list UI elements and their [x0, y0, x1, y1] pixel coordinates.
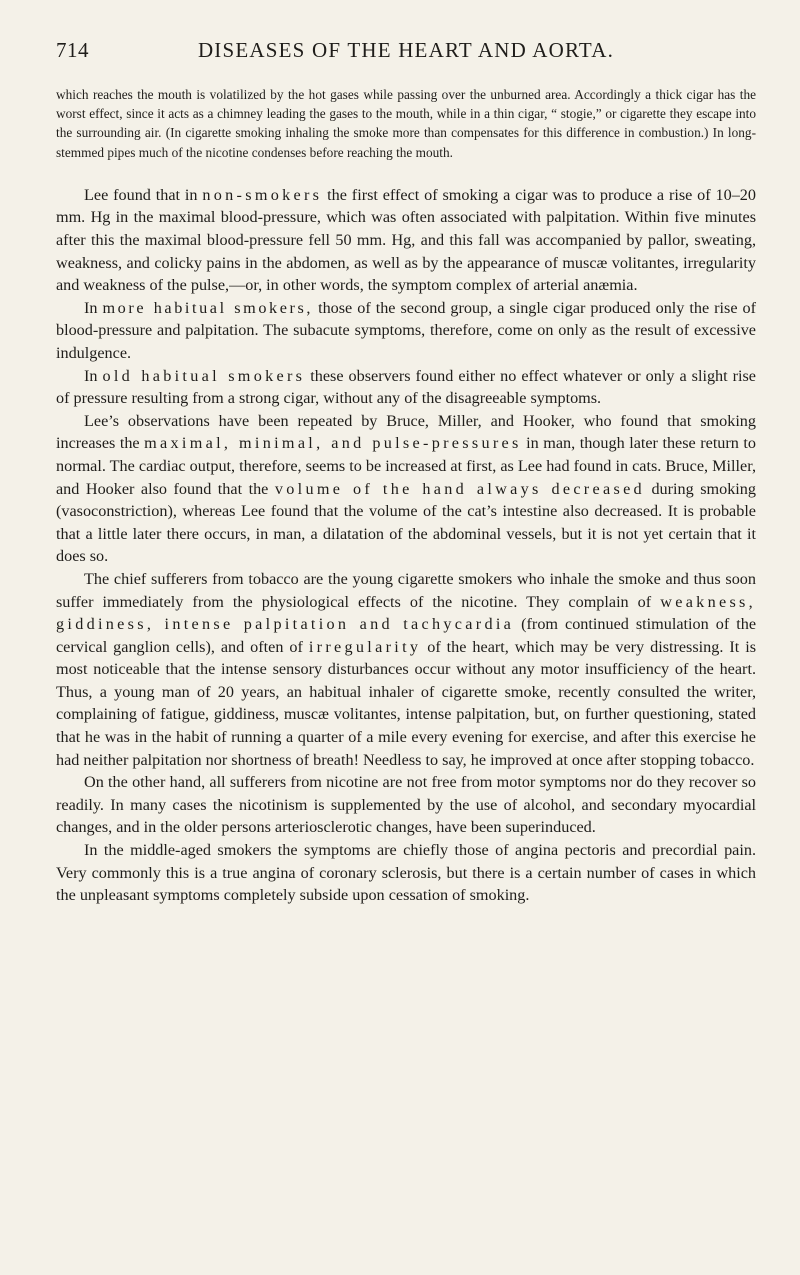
emphasis-pressures: maximal, minimal, and pulse-pressures — [144, 434, 522, 453]
paragraph-old-smokers — [56, 365, 756, 410]
text-run: these observers found either no effect whatever or only a slight rise of pressure resulting from a strong cigar, without any of the disagreeable symptoms. — [56, 366, 756, 408]
text-run: Lee’s observations have been repeated by Bruce, Miller, and Hooker, who found that smoking increases the — [56, 411, 756, 453]
emphasis-non-smokers: non-smokers — [202, 185, 323, 204]
page-header — [56, 38, 756, 63]
emphasis-old-smokers: old habitual smokers — [102, 366, 306, 385]
text-run: In — [84, 298, 103, 317]
book-page — [56, 38, 756, 907]
text-run: those of the second group, a single cigar produced only the rise of blood-pressure and palpitation. The subacute symptoms, therefore, come on only as the result of excessive indulgence. — [56, 298, 756, 362]
emphasis-irregularity: irregularity — [308, 637, 422, 656]
text-run: (from continued stimulation of the cervical ganglion cells), and often of — [56, 615, 757, 656]
text-run: the first effect of smoking a cigar was to produce a rise of 10–20 mm. Hg in the maximal blood-pressure, which was often associated with palpitation. Within five minutes after this the maximal blood-pressure fell 50 mm. Hg, and this fall was accompanied by pallor, sweating, weakness, and colicky pains in the abdomen, as well as by the appearance of muscæ volitantes, irregularity and weakness of the pulse,—or, in other words, the symptom complex of arterial anæmia. — [56, 185, 756, 295]
text-run: in man, though later these return to normal. The cardiac output, therefore, seems to be increased at first, as Lee had found in cats. Bruce, Miller, and Hooker also found that the — [56, 434, 756, 498]
paragraph-habitual-smokers — [56, 297, 756, 365]
emphasis-symptoms: weakness, giddiness, intense palpitation and tachycardia — [56, 592, 756, 634]
emphasis-hand-volume: volume of the hand always decreased — [274, 479, 645, 498]
paragraph-chief-sufferers — [56, 568, 756, 771]
paragraph-middle-aged: In the middle-aged smokers the symptoms are chiefly those of angina pectoris and precordial pain. Very commonly this is a true angina of coronary sclerosis, but there is a certain number of cases in which the unpleasant symptoms completely subside upon cessation of smoking. — [56, 841, 756, 905]
text-run: during smoking (vasoconstriction), whereas Lee found that the volume of the cat’s intestine also decreased. It is probable that a little later there occurs, in man, a dilatation of the abdominal vessels, but it is not yet certain that it does so. — [56, 479, 756, 566]
page-number: 714 — [56, 38, 89, 62]
paragraph-non-smokers — [56, 184, 756, 297]
text-run: of the heart, which may be very distressing. It is most noticeable that the intense sensory disturbances occur without any motor insufficiency of the heart. Thus, a young man of 20 years, an habitual inhaler of cigarette smoke, recently consulted the writer, complaining of fatigue, giddiness, muscæ volitantes, intense palpitation, but, on further questioning, stated that he was in the habit of running a quarter of a mile every evening for exercise, and after this exercise he had neither palpitation nor shortness of breath! Needless to say, he improved at once after stopping tobacco. — [56, 637, 756, 769]
intro-paragraph: which reaches the mouth is volatilized by the hot gases while passing over the unburned area. Accordingly a thick cigar has the worst effect, since it acts as a chimney leading the gases to the mouth, while in a thin cigar, “ stogie,” or cigarette they escape into the surrounding air. (In cigarette smoking inhaling the smoke more than compensates for this difference in combustion.) In long-stemmed pipes much of the nicotine condenses before reaching the mouth. — [56, 87, 756, 160]
text-run: In — [84, 366, 103, 385]
emphasis-habitual-smokers: more habitual smokers, — [102, 298, 314, 317]
paragraph-observations — [56, 410, 756, 568]
text-run: The chief sufferers from tobacco are the young cigarette smokers who inhale the smoke and thus soon suffer immediately from the physiological effects of the nicotine. They complain of — [56, 569, 756, 611]
text-run: Lee found that in — [84, 185, 203, 204]
paragraph-motor-symptoms: On the other hand, all sufferers from nicotine are not free from motor symptoms nor do they recover so readily. In many cases the nicotinism is supplemented by the use of alcohol, and secondary myocardial changes, and in the older persons arteriosclerotic changes, have been superinduced. — [56, 773, 756, 837]
running-title: DISEASES OF THE HEART AND AORTA. — [197, 38, 615, 62]
